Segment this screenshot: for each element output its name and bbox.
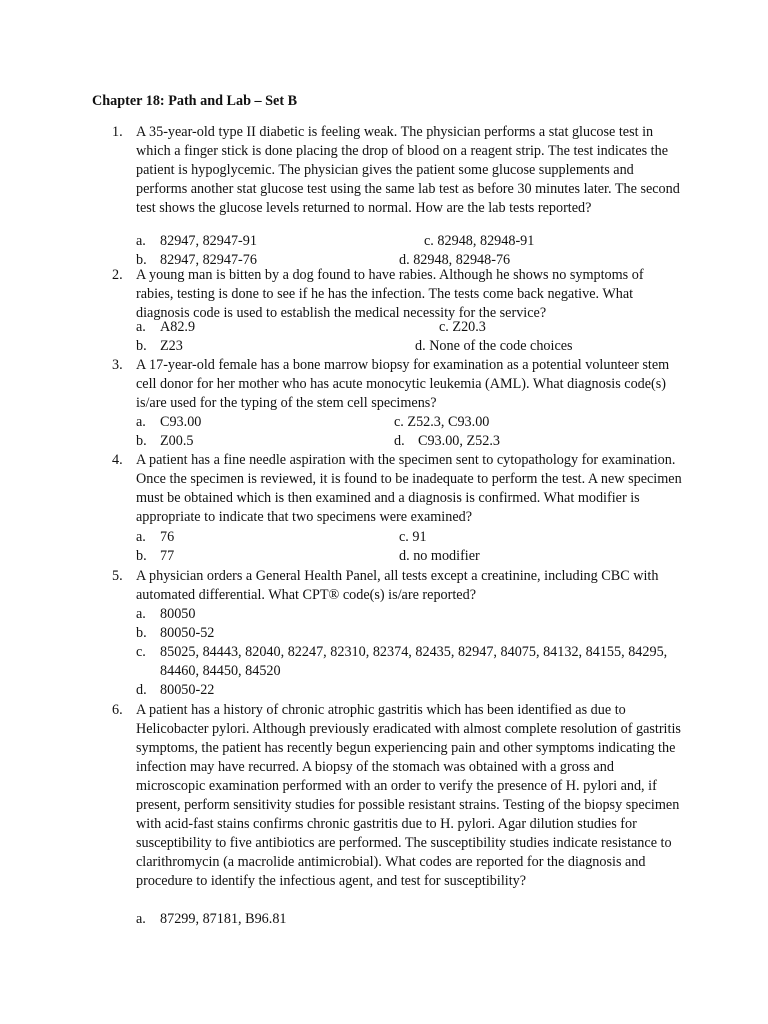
option-b: [136, 432, 194, 451]
option-text: C93.00: [160, 414, 202, 430]
question-text: A patient has a history of chronic atrophic gastritis which has been identified as due to Helicobacter pylori. Although previously eradicated with almost complete resolution of gastritis symptoms, the patient has recently begun experiencing pain and other symptoms indicating the infection may have recurred. A biopsy of the stomach was obtained with a gross and microscopic examination performed with an order to verify the presence of H. pylori and, if present, perform sensitivity studies for possible resistant strains. Testing of the biopsy specimen with acid-fast stains confirms chronic gastritis due to H. pylori. Agar dilution studies for susceptibility to five antibiotics are performed. The susceptibility studies indicate resistance to clarithromycin (a macrolide antimicrobial). What codes are reported for the diagnosis and procedure to identify the infectious agent, and test for susceptibility?: [136, 702, 681, 889]
option-text: Z52.3, C93.00: [407, 414, 490, 430]
option-a: [136, 318, 195, 337]
question-number: 2.: [112, 267, 123, 283]
options-row: [136, 413, 696, 432]
option-text: None of the code choices: [429, 338, 573, 354]
options-row: [136, 232, 696, 251]
options-row: [136, 528, 696, 547]
question-number: 1.: [112, 124, 123, 140]
option-d: [394, 432, 500, 451]
option-b: [136, 547, 174, 566]
question-number: 5.: [112, 568, 123, 584]
question-text: A physician orders a General Health Panel, all tests except a creatinine, including CBC with automated differential. What CPT® code(s) is/are reported?: [136, 568, 659, 603]
options-row: [136, 318, 696, 337]
option-text: 82948, 82948-91: [437, 233, 535, 249]
options-row: [136, 337, 696, 356]
option-text: 80050: [160, 606, 196, 622]
option-text: Z23: [160, 338, 183, 354]
option-letter: a.: [136, 911, 146, 927]
option-d: [415, 337, 573, 356]
option-letter: b.: [136, 338, 147, 354]
option-letter: d.: [415, 338, 426, 354]
option-c: [399, 528, 427, 547]
option-text: 85025, 84443, 82040, 82247, 82310, 82374, 82435, 82947, 84075, 84132, 84155, 84295, 84460, 84450, 84520: [160, 644, 668, 679]
option-text: 77: [160, 548, 175, 564]
question-text: A 35-year-old type II diabetic is feeling weak. The physician performs a stat glucose test in which a finger stick is done placing the drop of blood on a reagent strip. The test indicates the patient is hypoglycemic. The physician gives the patient some glucose supplements and performs another stat glucose test using the same lab test as before 30 minutes later. The second test shows the glucose levels returned to normal. How are the lab tests reported?: [136, 124, 680, 216]
option-letter: b.: [136, 433, 147, 449]
option-text: 87299, 87181, B96.81: [160, 911, 287, 927]
question-number: 3.: [112, 357, 123, 373]
option-text: C93.00, Z52.3: [418, 433, 500, 449]
option-letter: c.: [424, 233, 434, 249]
option-d: [399, 547, 480, 566]
option-letter: c.: [394, 414, 404, 430]
option-c: [439, 318, 486, 337]
option-text: Z00.5: [160, 433, 194, 449]
options-row: [136, 547, 696, 566]
question-number: 4.: [112, 452, 123, 468]
option-text: 76: [160, 529, 175, 545]
option-letter: c.: [399, 529, 409, 545]
option-letter: d.: [399, 548, 410, 564]
question-text: A patient has a fine needle aspiration with the specimen sent to cytopathology for examination. Once the specimen is reviewed, it is found to be inadequate to perform the test. A new specimen must be obtained which is then examined and a diagnosis is confirmed. What modifier is appropriate to indicate that two specimens were examined?: [136, 452, 682, 525]
option-letter: d.: [399, 252, 410, 268]
option-a: [136, 413, 201, 432]
option-text: A82.9: [160, 319, 196, 335]
option-letter: b.: [136, 548, 147, 564]
option-letter: b.: [136, 252, 147, 268]
option-text: 80050-22: [160, 682, 215, 698]
option-text: 82947, 82947-91: [160, 233, 257, 249]
page-title: Chapter 18: Path and Lab – Set B: [92, 93, 298, 109]
option-letter: c.: [439, 319, 449, 335]
option-letter: b.: [136, 625, 147, 641]
option-letter: a.: [136, 233, 146, 249]
option-text: 82947, 82947-76: [160, 252, 257, 268]
option-letter: d.: [394, 433, 405, 449]
option-a: [136, 528, 174, 547]
option-letter: a.: [136, 319, 146, 335]
options-row: [136, 432, 696, 451]
question-number: 6.: [112, 702, 123, 718]
option-text: Z20.3: [452, 319, 486, 335]
option-c: [394, 413, 489, 432]
question-text: A young man is bitten by a dog found to have rabies. Although he shows no symptoms of rabies, testing is done to see if he has the infection. The tests come back negative. What diagnosis code is used to establish the medical necessity for the service?: [136, 267, 644, 321]
option-c: [424, 232, 534, 251]
option-b: [136, 337, 183, 356]
option-letter: a.: [136, 529, 146, 545]
option-letter: a.: [136, 606, 146, 622]
option-letter: c.: [136, 644, 146, 660]
option-text: 80050-52: [160, 625, 215, 641]
question-text: A 17-year-old female has a bone marrow biopsy for examination as a potential volunteer stem cell donor for her mother who has acute monocytic leukemia (AML). What diagnosis code(s) is/are used for the typing of the stem cell specimens?: [136, 357, 670, 411]
option-letter: a.: [136, 414, 146, 430]
option-text: 82948, 82948-76: [413, 252, 511, 268]
option-a: [136, 232, 257, 251]
option-text: no modifier: [413, 548, 480, 564]
option-text: 91: [412, 529, 427, 545]
option-letter: d.: [136, 682, 147, 698]
